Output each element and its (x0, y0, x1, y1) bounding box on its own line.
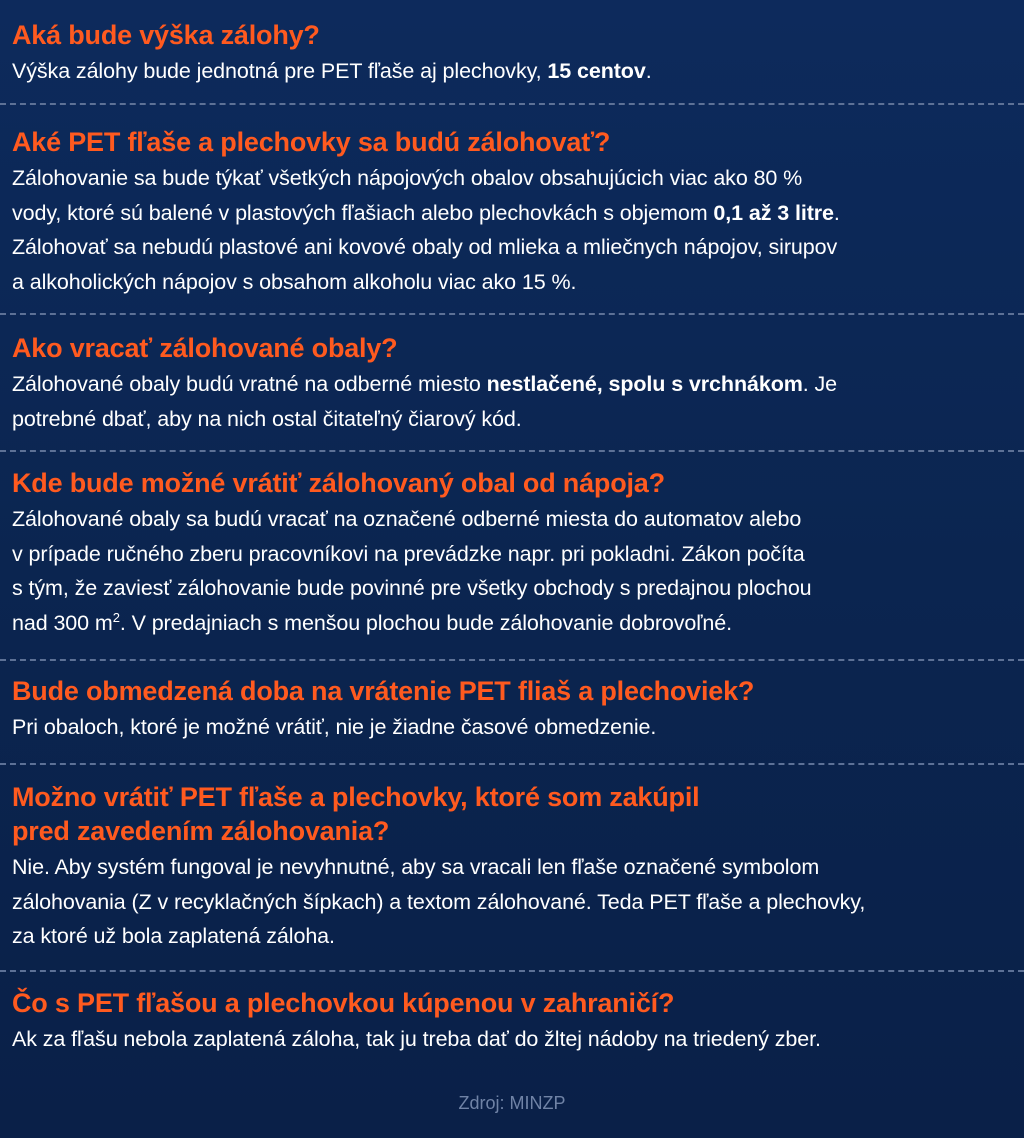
dashed-divider (0, 970, 1024, 972)
source-caption: Zdroj: MINZP (458, 1093, 566, 1113)
faq-question: Čo s PET fľašou a plechovkou kúpenou v zahraničí? (12, 988, 675, 1018)
answer-emphasis: 15 centov (547, 59, 646, 83)
faq-answer: Zálohovanie sa bude týkať všetkých nápojových obalov obsahujúcich viac ako 80 % vody, ktoré sú balené v plastových fľašiach alebo plechovkách s objemom 0,1 až 3 litre. Zálohovať sa nebudú plastové ani kovové obaly od mlieka a mliečnych nápojov, sirupov a alkoholických nápojov s obsahom alkoholu viac ako 15 %. (12, 166, 840, 294)
faq-question-line: Možno vrátiť PET fľaše a plechovky, ktoré som zakúpil (12, 782, 700, 812)
faq-answer: Zálohované obaly budú vratné na odberné miesto nestlačené, spolu s vrchnákom. Je potrebné dbať, aby na nich ostal čitateľný čiarový kód. (12, 372, 838, 431)
faq-item (0, 466, 1024, 640)
answer-emphasis: nestlačené, spolu s vrchnákom (486, 372, 803, 396)
faq-question: Bude obmedzená doba na vrátenie PET fliaš a plechoviek? (12, 676, 755, 706)
faq-answer: Ak za fľašu nebola zaplatená záloha, tak ju treba dať do žltej nádoby na triedený zber. (12, 1027, 821, 1051)
faq-item (0, 986, 1024, 1057)
faq-answer: Zálohované obaly sa budú vracať na označené odberné miesta do automatov alebo v prípade ručného zberu pracovníkovi na prevádzke napr. pri pokladni. Zákon počíta s tým, že zaviesť zálohovanie bude povinné pre všetky obchody s predajnou plochou nad 300 $m^2$. V predajniach s menšou plochou bude zálohovanie dobrovoľné. (12, 507, 812, 635)
dashed-divider (0, 763, 1024, 765)
dashed-divider (0, 450, 1024, 452)
dashed-divider (0, 103, 1024, 105)
faq-question: Aké PET fľaše a plechovky sa budú zálohovať? (12, 127, 611, 157)
dashed-divider (0, 313, 1024, 315)
answer-superscript: 2 (112, 609, 120, 625)
faq-question: Ako vracať zálohované obaly? (12, 333, 398, 363)
faq-question-line: pred zavedením zálohovania? (12, 816, 390, 846)
dashed-divider (0, 659, 1024, 661)
faq-item (0, 18, 1024, 89)
faq-item (0, 780, 1024, 954)
answer-emphasis: 0,1 až 3 litre (713, 200, 834, 225)
faq-question: Kde bude možné vrátiť zálohovaný obal od nápoja? (12, 468, 665, 498)
faq-item (0, 331, 1024, 436)
faq-answer: Nie. Aby systém fungoval je nevyhnutné, aby sa vracali len fľaše označené symbolom zálohovania (Z v recyklačných šípkach) a textom zálohované. Teda PET fľaše a plechovky, za ktoré už bola zaplatená záloha. (12, 855, 866, 948)
faq-question: Aká bude výška zálohy? (12, 20, 320, 50)
faq-item (0, 125, 1024, 299)
faq-question (12, 780, 1012, 848)
faq-answer: Pri obaloch, ktoré je možné vrátiť, nie je žiadne časové obmedzenie. (12, 715, 657, 739)
faq-answer: Výška zálohy bude jednotná pre PET fľaše aj plechovky, 15 centov. (12, 59, 652, 83)
faq-item (0, 674, 1024, 745)
